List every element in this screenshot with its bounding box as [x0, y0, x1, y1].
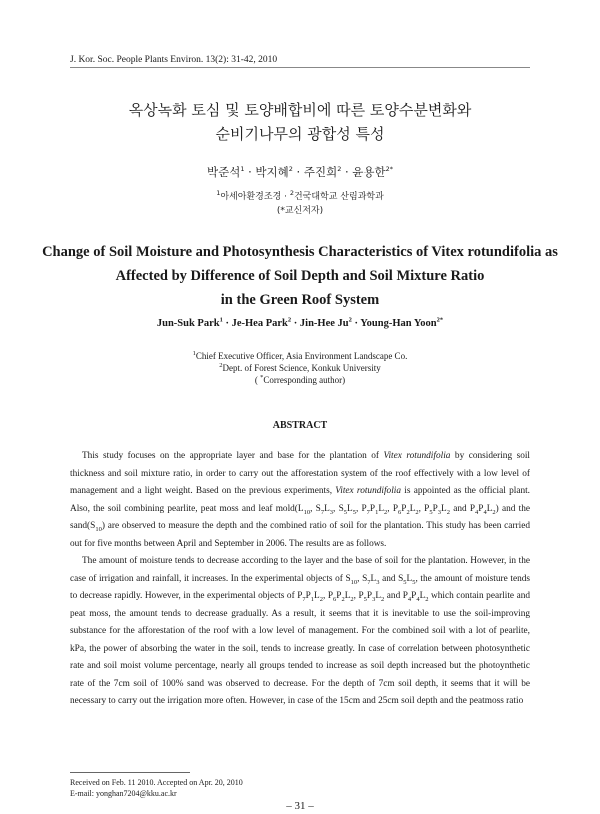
author-separator: · — [344, 165, 349, 179]
text: P — [432, 503, 438, 514]
footnote-email: E-mail: yonghan7204@kku.ac.kr — [70, 789, 177, 798]
subscript: 10 — [350, 578, 358, 586]
subscript: 6 — [398, 508, 402, 516]
affil-sup: 1 — [216, 189, 221, 197]
text: L — [347, 503, 353, 514]
korean-authors — [0, 164, 600, 180]
english-affiliations — [0, 350, 600, 386]
text: , P — [418, 503, 430, 514]
text: and S — [379, 573, 404, 584]
species-name: Vitex rotundifolia — [335, 486, 402, 496]
subscript: 2 — [446, 508, 450, 516]
subscript: 3 — [437, 508, 442, 516]
korean-corresponding: (*교신저자) — [276, 206, 324, 216]
subscript: 4 — [483, 508, 487, 516]
subscript: 7 — [302, 595, 306, 603]
text: , P — [387, 503, 399, 514]
english-author-name: Young-Han Yoon — [360, 318, 437, 329]
footnote-received: Received on Feb. 11 2010. Accepted on Apr. 20, 2010 — [70, 778, 243, 787]
author-separator: · — [296, 165, 301, 179]
korean-author-name: 박지혜 — [255, 165, 289, 179]
abstract-paragraph-2 — [70, 553, 530, 711]
english-title-line-1: Change of Soil Moisture and Photosynthesis Characteristics of Vitex rotundifolia as — [42, 244, 558, 260]
abstract-heading: ABSTRACT — [272, 420, 328, 431]
text: L — [378, 503, 385, 514]
subscript: 2 — [406, 508, 410, 516]
subscript: 2 — [492, 508, 496, 516]
korean-author-name: 윤용한 — [352, 165, 386, 179]
subscript: 10 — [303, 508, 311, 516]
text: L — [441, 503, 447, 514]
text: , P — [355, 503, 367, 514]
english-authors — [0, 318, 600, 329]
text: and P — [449, 503, 476, 514]
text: P — [478, 503, 484, 514]
subscript: 5 — [363, 595, 367, 603]
text: , the amount of moisture tends to decrease rapidly. However, in the experimental objects of P — [70, 573, 530, 601]
header-rule — [70, 67, 530, 68]
subscript: 2 — [350, 595, 354, 603]
abstract-body — [70, 448, 530, 711]
text: , S — [333, 503, 344, 514]
subscript: 3 — [376, 578, 380, 586]
subscript: 5 — [429, 508, 433, 516]
species-name: Vitex rotundifolia — [383, 451, 451, 461]
affil-text: Dept. of Forest Science, Konkuk University — [222, 363, 381, 373]
footnote-rule — [70, 772, 190, 773]
text: L — [314, 591, 320, 601]
subscript: 4 — [407, 595, 412, 603]
english-author-name: Jun-Suk Park — [156, 318, 220, 329]
english-title-line-3: in the Green Roof System — [220, 292, 380, 308]
korean-title-line-1: 옥상녹화 토심 및 토양배합비에 따른 토양수분변화와 — [128, 101, 472, 119]
text: L — [375, 591, 382, 601]
text: , P — [322, 591, 334, 601]
korean-affiliation-2: 건국대학교 산림과학과 — [293, 192, 384, 202]
english-title-line-2: Affected by Difference of Soil Depth and Soil Mixture Ratio — [115, 268, 485, 284]
english-author-sup: 2 — [348, 316, 352, 324]
affil-sup: 1 — [192, 350, 196, 357]
korean-affiliations — [0, 190, 600, 218]
text: L — [419, 591, 426, 601]
author-separator: · — [354, 318, 359, 329]
korean-author-sup: 1 — [240, 165, 245, 174]
english-author-sup: 2* — [436, 316, 444, 324]
affil-sup: 2 — [289, 189, 294, 197]
text: This study focuses on the appropriate layer and base for the plantation of — [82, 451, 384, 461]
english-affiliation-1 — [0, 350, 600, 362]
korean-author-sup: 2 — [288, 165, 293, 174]
subscript: 7 — [367, 578, 371, 586]
author-separator: · — [225, 318, 229, 329]
subscript: 7 — [366, 508, 370, 516]
text: which contain pearlite and peat moss, the amount tends to decrease gradually. As a result, it seems that it is inevitable to use the soil-improving substance for the afforestation of the roof with a low level of management. For the combined soil with a lot of pearlite, kPa, the power of absorbing the water in the soil, tends to increase greatly. In case of correlation between photosynthetic rate and soil moist volume percentage, nearly all groups tended to increase as soil depth increased but the photoynthetic rate of the 7cm soil of 100% sand was observed to decrease. For the depth of 7cm soil depth, it seems that it will be necessary to carry out the irrigation more often. However, in case of the 15cm and 25cm soil depth and the peatmoss ratio — [70, 591, 530, 706]
author-separator: · — [248, 165, 252, 179]
subscript: 2 — [319, 595, 323, 603]
text: , P — [353, 591, 364, 601]
english-author-name: Je-Hea Park — [231, 318, 288, 329]
subscript: 6 — [333, 595, 337, 603]
text: by considering soil thickness and soil mixture ratio, in order to carry out the afforestation system of the roof effectively with a low level of management and a light weight. Based on the previous experiments, — [70, 451, 531, 496]
subscript: 3 — [372, 595, 376, 603]
korean-title — [0, 98, 600, 146]
footnotes — [70, 777, 243, 799]
english-title — [0, 240, 600, 312]
korean-author-sup: 2* — [385, 165, 394, 174]
english-corresponding — [0, 374, 600, 386]
text: P — [305, 591, 311, 601]
subscript: 7 — [320, 508, 325, 516]
text: and P — [384, 591, 408, 601]
subscript: 10 — [95, 525, 102, 533]
english-author-name: Jin-Hee Ju — [299, 318, 349, 329]
subscript: 5 — [352, 508, 356, 516]
subscript: 2 — [384, 508, 388, 516]
page-number: ‒ 31 ‒ — [286, 800, 314, 812]
affil-text: Chief Executive Officer, Asia Environment Landscape Co. — [195, 351, 408, 361]
korean-author-name: 주진희 — [303, 165, 338, 179]
text: , S — [310, 503, 321, 514]
text: L — [486, 503, 493, 514]
text: L — [344, 591, 351, 601]
subscript: 3 — [329, 508, 334, 516]
text: P — [369, 503, 376, 514]
affil-sup: * — [260, 374, 264, 381]
korean-author-sup: 2 — [337, 165, 342, 174]
journal-reference: J. Kor. Soc. People Plants Environ. 13(2): 31-42, 2010 — [70, 55, 278, 65]
text: L — [406, 573, 413, 584]
subscript: 2 — [425, 595, 429, 603]
korean-affiliation-line — [0, 190, 600, 204]
subscript: 5 — [412, 578, 416, 586]
korean-affiliation-1: 아세아환경조경 — [220, 192, 282, 202]
affil-paren: ( — [254, 375, 258, 385]
abstract-paragraph-1 — [70, 448, 530, 553]
text: L — [324, 503, 330, 514]
author-separator: · — [293, 318, 298, 329]
korean-title-line-2: 순비기나무의 광합성 특성 — [215, 125, 385, 143]
subscript: 5 — [343, 508, 347, 516]
text: , S — [357, 573, 368, 584]
english-author-sup: 2 — [287, 316, 292, 324]
text: The amount of moisture tends to decrease according to the layer and the base of soil for the plantation. However, in the case of irrigation and rainfall, it increases. In the experimental objects of S — [70, 556, 530, 584]
subscript: 4 — [475, 508, 479, 516]
text: P — [336, 591, 342, 601]
subscript: 2 — [341, 595, 345, 603]
english-affiliation-2 — [0, 362, 600, 374]
korean-author-name: 박준석 — [206, 165, 241, 179]
text: P — [366, 591, 373, 601]
subscript: 1 — [375, 508, 379, 516]
affil-text: Corresponding author) — [263, 375, 346, 385]
text: ) are observed to measure the depth and the combined ratio of soil for the plantation. This study has been carried out for five months between April and September in 2006. The results are as follows. — [70, 521, 530, 549]
text: ) and the sand(S — [70, 503, 530, 531]
affil-separator: · — [284, 192, 287, 202]
text: L — [409, 503, 416, 514]
subscript: 2 — [415, 508, 419, 516]
subscript: 2 — [381, 595, 385, 603]
text: L — [370, 573, 377, 584]
text: P — [411, 591, 417, 601]
text: P — [401, 503, 407, 514]
subscript: 5 — [403, 578, 407, 586]
english-author-sup: 1 — [219, 316, 223, 324]
text: is appointed as the official plant. Also, the soil combining pearlite, peat moss and leaf mold(L — [70, 486, 531, 514]
affil-sup: 2 — [219, 362, 223, 369]
subscript: 1 — [310, 595, 315, 603]
subscript: 4 — [416, 595, 420, 603]
